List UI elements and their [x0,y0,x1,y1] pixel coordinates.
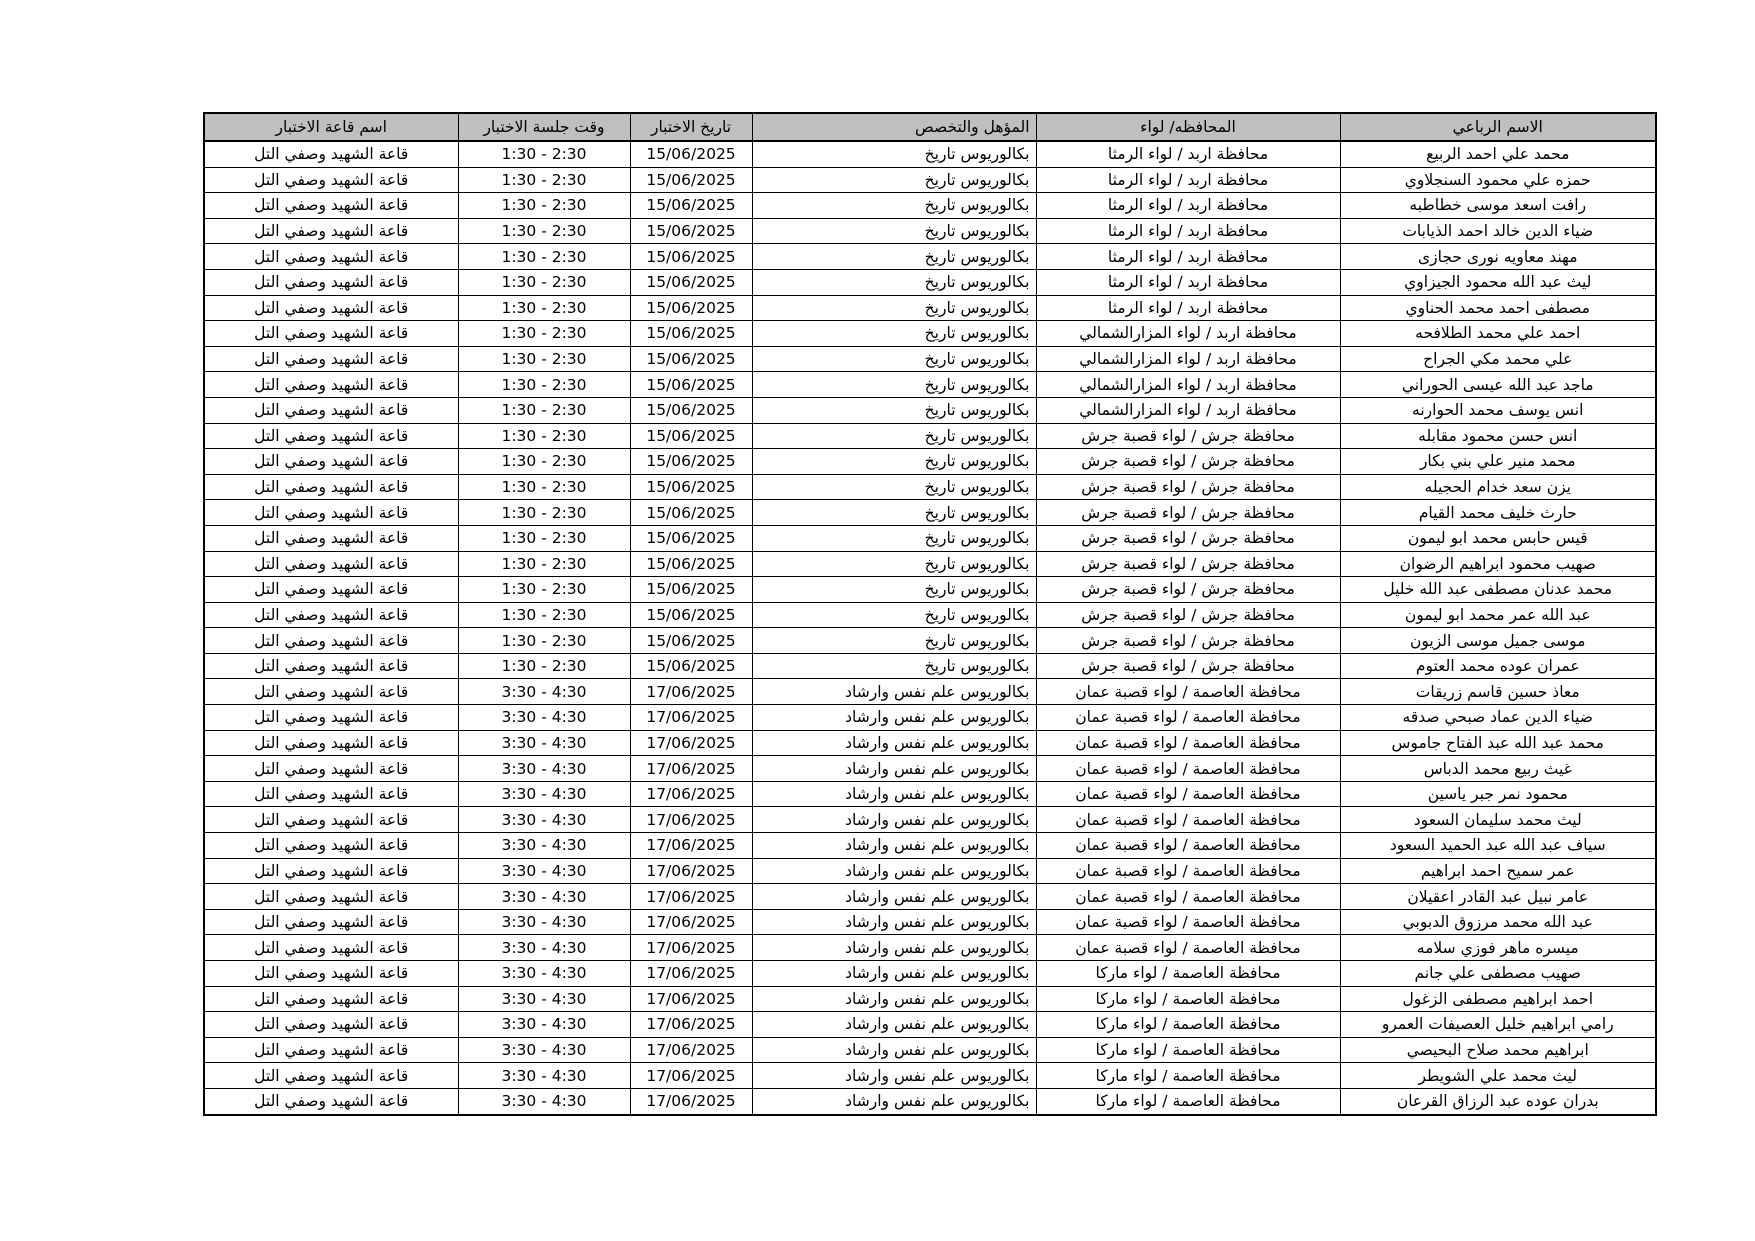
cell-date: 17/06/2025 [630,807,752,833]
cell-governorate: محافظة العاصمة / لواء قصبة عمان [1036,730,1340,756]
cell-governorate: محافظة اربد / لواء الرمثا [1036,193,1340,219]
cell-qualification: بكالوريوس تاريخ [752,244,1036,270]
cell-date: 15/06/2025 [630,602,752,628]
cell-hall: قاعة الشهيد وصفي التل [204,602,458,628]
cell-date: 15/06/2025 [630,449,752,475]
cell-governorate: محافظة العاصمة / لواء ماركا [1036,1012,1340,1038]
cell-time: 3:30 - 4:30 [458,858,630,884]
cell-name: حمزه علي محمود السنجلاوي [1340,167,1656,193]
table-row [204,935,1656,961]
cell-time: 1:30 - 2:30 [458,167,630,193]
cell-qualification: بكالوريوس تاريخ [752,653,1036,679]
table-row [204,577,1656,603]
cell-qualification: بكالوريوس تاريخ [752,193,1036,219]
cell-time: 3:30 - 4:30 [458,961,630,987]
cell-date: 15/06/2025 [630,269,752,295]
cell-time: 1:30 - 2:30 [458,397,630,423]
cell-qualification: بكالوريوس علم نفس وارشاد [752,705,1036,731]
cell-date: 15/06/2025 [630,141,752,167]
cell-hall: قاعة الشهيد وصفي التل [204,525,458,551]
cell-qualification: بكالوريوس علم نفس وارشاد [752,679,1036,705]
cell-hall: قاعة الشهيد وصفي التل [204,986,458,1012]
cell-hall: قاعة الشهيد وصفي التل [204,474,458,500]
cell-name: احمد ابراهيم مصطفى الزغول [1340,986,1656,1012]
table-row [204,423,1656,449]
table-row [204,244,1656,270]
cell-governorate: محافظة العاصمة / لواء قصبة عمان [1036,935,1340,961]
cell-name: موسى جميل موسى الزيون [1340,628,1656,654]
header-hall: اسم قاعة الاختبار [204,113,458,141]
cell-governorate: محافظة جرش / لواء قصبة جرش [1036,500,1340,526]
cell-time: 1:30 - 2:30 [458,602,630,628]
cell-qualification: بكالوريوس علم نفس وارشاد [752,961,1036,987]
cell-time: 1:30 - 2:30 [458,346,630,372]
cell-time: 3:30 - 4:30 [458,884,630,910]
cell-name: سياف عبد الله عبد الحميد السعود [1340,833,1656,859]
cell-date: 17/06/2025 [630,1037,752,1063]
cell-name: عبد الله محمد مرزوق الدبوبي [1340,909,1656,935]
cell-time: 1:30 - 2:30 [458,653,630,679]
cell-time: 3:30 - 4:30 [458,1012,630,1038]
cell-name: عبد الله عمر محمد ابو ليمون [1340,602,1656,628]
cell-name: يزن سعد خدام الحجيله [1340,474,1656,500]
cell-hall: قاعة الشهيد وصفي التل [204,295,458,321]
cell-time: 3:30 - 4:30 [458,705,630,731]
header-time: وقت جلسة الاختبار [458,113,630,141]
cell-date: 15/06/2025 [630,346,752,372]
cell-qualification: بكالوريوس تاريخ [752,525,1036,551]
cell-qualification: بكالوريوس تاريخ [752,372,1036,398]
cell-qualification: بكالوريوس تاريخ [752,577,1036,603]
cell-governorate: محافظة العاصمة / لواء ماركا [1036,1063,1340,1089]
cell-hall: قاعة الشهيد وصفي التل [204,628,458,654]
table-row [204,449,1656,475]
cell-name: قيس حابس محمد ابو ليمون [1340,525,1656,551]
cell-date: 15/06/2025 [630,193,752,219]
cell-date: 15/06/2025 [630,397,752,423]
cell-name: ابراهيم محمد صلاح البحيصي [1340,1037,1656,1063]
cell-name: محمد عدنان مصطفى عبد الله خليل [1340,577,1656,603]
cell-time: 1:30 - 2:30 [458,577,630,603]
cell-hall: قاعة الشهيد وصفي التل [204,807,458,833]
cell-date: 17/06/2025 [630,1088,752,1114]
cell-name: ماجد عبد الله عيسى الحوراني [1340,372,1656,398]
cell-time: 3:30 - 4:30 [458,781,630,807]
cell-hall: قاعة الشهيد وصفي التل [204,423,458,449]
cell-name: ضياء الدين خالد احمد الذيابات [1340,218,1656,244]
cell-name: عمران عوده محمد العتوم [1340,653,1656,679]
cell-qualification: بكالوريوس علم نفس وارشاد [752,781,1036,807]
cell-date: 17/06/2025 [630,858,752,884]
cell-qualification: بكالوريوس علم نفس وارشاد [752,730,1036,756]
cell-governorate: محافظة جرش / لواء قصبة جرش [1036,474,1340,500]
cell-name: رافت اسعد موسى خطاطبه [1340,193,1656,219]
cell-name: محمود نمر جبر ياسين [1340,781,1656,807]
table-header-row [204,113,1656,141]
cell-name: رامي ابراهيم خليل العصيفات العمرو [1340,1012,1656,1038]
cell-time: 1:30 - 2:30 [458,500,630,526]
cell-time: 3:30 - 4:30 [458,1037,630,1063]
cell-qualification: بكالوريوس تاريخ [752,602,1036,628]
cell-date: 17/06/2025 [630,679,752,705]
cell-time: 1:30 - 2:30 [458,269,630,295]
cell-name: ليث محمد سليمان السعود [1340,807,1656,833]
cell-time: 3:30 - 4:30 [458,833,630,859]
cell-date: 15/06/2025 [630,551,752,577]
cell-qualification: بكالوريوس تاريخ [752,141,1036,167]
cell-name: انس يوسف محمد الحوارنه [1340,397,1656,423]
cell-name: محمد علي احمد الربيع [1340,141,1656,167]
table-row [204,269,1656,295]
cell-time: 1:30 - 2:30 [458,449,630,475]
cell-time: 3:30 - 4:30 [458,986,630,1012]
cell-qualification: بكالوريوس علم نفس وارشاد [752,807,1036,833]
cell-name: حارث خليف محمد القيام [1340,500,1656,526]
cell-governorate: محافظة جرش / لواء قصبة جرش [1036,525,1340,551]
cell-hall: قاعة الشهيد وصفي التل [204,1063,458,1089]
cell-date: 15/06/2025 [630,244,752,270]
cell-qualification: بكالوريوس تاريخ [752,321,1036,347]
cell-date: 15/06/2025 [630,474,752,500]
table-row [204,397,1656,423]
cell-name: محمد عبد الله عبد الفتاح جاموس [1340,730,1656,756]
cell-governorate: محافظة العاصمة / لواء قصبة عمان [1036,705,1340,731]
header-name: الاسم الرباعي [1340,113,1656,141]
table-row [204,525,1656,551]
cell-date: 15/06/2025 [630,577,752,603]
cell-hall: قاعة الشهيد وصفي التل [204,730,458,756]
table-row [204,1037,1656,1063]
cell-date: 15/06/2025 [630,423,752,449]
cell-qualification: بكالوريوس تاريخ [752,295,1036,321]
table-row [204,628,1656,654]
cell-hall: قاعة الشهيد وصفي التل [204,167,458,193]
cell-hall: قاعة الشهيد وصفي التل [204,935,458,961]
table-row [204,756,1656,782]
cell-time: 1:30 - 2:30 [458,141,630,167]
cell-governorate: محافظة العاصمة / لواء ماركا [1036,1088,1340,1114]
cell-governorate: محافظة جرش / لواء قصبة جرش [1036,602,1340,628]
cell-qualification: بكالوريوس تاريخ [752,423,1036,449]
cell-governorate: محافظة اربد / لواء المزارالشمالي [1036,372,1340,398]
cell-governorate: محافظة اربد / لواء الرمثا [1036,244,1340,270]
cell-governorate: محافظة اربد / لواء الرمثا [1036,295,1340,321]
cell-hall: قاعة الشهيد وصفي التل [204,909,458,935]
table-row [204,167,1656,193]
exam-schedule-sheet [203,112,1655,1116]
cell-date: 15/06/2025 [630,167,752,193]
cell-name: عامر نبيل عبد القادر اعقيلان [1340,884,1656,910]
cell-time: 1:30 - 2:30 [458,244,630,270]
cell-qualification: بكالوريوس علم نفس وارشاد [752,1088,1036,1114]
cell-time: 3:30 - 4:30 [458,1063,630,1089]
cell-governorate: محافظة اربد / لواء الرمثا [1036,141,1340,167]
cell-name: علي محمد مكي الجراح [1340,346,1656,372]
cell-hall: قاعة الشهيد وصفي التل [204,1088,458,1114]
header-qualification: المؤهل والتخصص [752,113,1036,141]
cell-name: محمد منير علي بني بكار [1340,449,1656,475]
cell-hall: قاعة الشهيد وصفي التل [204,961,458,987]
cell-name: بدران عوده عبد الرزاق القرعان [1340,1088,1656,1114]
cell-hall: قاعة الشهيد وصفي التل [204,679,458,705]
cell-date: 17/06/2025 [630,1012,752,1038]
cell-qualification: بكالوريوس علم نفس وارشاد [752,1063,1036,1089]
cell-date: 17/06/2025 [630,756,752,782]
header-date: تاريخ الاختبار [630,113,752,141]
table-row [204,218,1656,244]
cell-hall: قاعة الشهيد وصفي التل [204,653,458,679]
cell-governorate: محافظة العاصمة / لواء قصبة عمان [1036,679,1340,705]
cell-qualification: بكالوريوس تاريخ [752,628,1036,654]
cell-time: 3:30 - 4:30 [458,730,630,756]
cell-qualification: بكالوريوس تاريخ [752,346,1036,372]
cell-name: ضياء الدين عماد صبحي صدقه [1340,705,1656,731]
cell-qualification: بكالوريوس علم نفس وارشاد [752,756,1036,782]
table-row [204,833,1656,859]
cell-qualification: بكالوريوس علم نفس وارشاد [752,986,1036,1012]
cell-date: 15/06/2025 [630,321,752,347]
table-row [204,321,1656,347]
cell-date: 15/06/2025 [630,628,752,654]
cell-qualification: بكالوريوس تاريخ [752,500,1036,526]
cell-hall: قاعة الشهيد وصفي التل [204,577,458,603]
table-row [204,807,1656,833]
cell-date: 15/06/2025 [630,295,752,321]
cell-time: 3:30 - 4:30 [458,1088,630,1114]
cell-governorate: محافظة جرش / لواء قصبة جرش [1036,423,1340,449]
table-row [204,141,1656,167]
cell-time: 3:30 - 4:30 [458,679,630,705]
cell-date: 15/06/2025 [630,372,752,398]
cell-name: معاذ حسين قاسم زريقات [1340,679,1656,705]
cell-qualification: بكالوريوس علم نفس وارشاد [752,935,1036,961]
cell-date: 15/06/2025 [630,500,752,526]
cell-governorate: محافظة العاصمة / لواء قصبة عمان [1036,807,1340,833]
table-row [204,551,1656,577]
cell-governorate: محافظة جرش / لواء قصبة جرش [1036,577,1340,603]
cell-hall: قاعة الشهيد وصفي التل [204,500,458,526]
cell-name: ميسره ماهر فوزي سلامه [1340,935,1656,961]
cell-date: 15/06/2025 [630,525,752,551]
cell-hall: قاعة الشهيد وصفي التل [204,397,458,423]
cell-time: 3:30 - 4:30 [458,909,630,935]
exam-schedule-table [203,112,1657,1116]
table-row [204,653,1656,679]
cell-time: 1:30 - 2:30 [458,474,630,500]
cell-hall: قاعة الشهيد وصفي التل [204,833,458,859]
cell-date: 17/06/2025 [630,935,752,961]
cell-hall: قاعة الشهيد وصفي التل [204,1037,458,1063]
cell-qualification: بكالوريوس تاريخ [752,474,1036,500]
cell-time: 1:30 - 2:30 [458,218,630,244]
cell-hall: قاعة الشهيد وصفي التل [204,858,458,884]
table-row [204,705,1656,731]
cell-governorate: محافظة العاصمة / لواء قصبة عمان [1036,858,1340,884]
cell-hall: قاعة الشهيد وصفي التل [204,551,458,577]
cell-governorate: محافظة اربد / لواء المزارالشمالي [1036,346,1340,372]
cell-date: 17/06/2025 [630,781,752,807]
cell-governorate: محافظة العاصمة / لواء ماركا [1036,961,1340,987]
table-row [204,1063,1656,1089]
cell-qualification: بكالوريوس تاريخ [752,397,1036,423]
cell-governorate: محافظة جرش / لواء قصبة جرش [1036,653,1340,679]
table-row [204,884,1656,910]
cell-hall: قاعة الشهيد وصفي التل [204,193,458,219]
cell-hall: قاعة الشهيد وصفي التل [204,1012,458,1038]
cell-governorate: محافظة العاصمة / لواء قصبة عمان [1036,884,1340,910]
cell-qualification: بكالوريوس علم نفس وارشاد [752,1037,1036,1063]
table-row [204,858,1656,884]
cell-name: ليث عبد الله محمود الجيزاوي [1340,269,1656,295]
cell-qualification: بكالوريوس تاريخ [752,449,1036,475]
cell-name: انس حسن محمود مقابله [1340,423,1656,449]
cell-date: 17/06/2025 [630,705,752,731]
table-body [204,141,1656,1115]
cell-hall: قاعة الشهيد وصفي التل [204,756,458,782]
cell-governorate: محافظة جرش / لواء قصبة جرش [1036,628,1340,654]
table-row [204,193,1656,219]
table-row [204,1012,1656,1038]
cell-date: 17/06/2025 [630,961,752,987]
cell-time: 1:30 - 2:30 [458,423,630,449]
cell-governorate: محافظة العاصمة / لواء ماركا [1036,1037,1340,1063]
cell-qualification: بكالوريوس تاريخ [752,269,1036,295]
cell-governorate: محافظة العاصمة / لواء قصبة عمان [1036,909,1340,935]
cell-hall: قاعة الشهيد وصفي التل [204,781,458,807]
cell-governorate: محافظة اربد / لواء المزارالشمالي [1036,397,1340,423]
cell-date: 17/06/2025 [630,986,752,1012]
table-row [204,730,1656,756]
cell-time: 1:30 - 2:30 [458,525,630,551]
cell-time: 1:30 - 2:30 [458,295,630,321]
cell-time: 1:30 - 2:30 [458,193,630,219]
header-governorate: المحافظه/ لواء [1036,113,1340,141]
cell-date: 17/06/2025 [630,730,752,756]
cell-governorate: محافظة اربد / لواء المزارالشمالي [1036,321,1340,347]
cell-hall: قاعة الشهيد وصفي التل [204,321,458,347]
cell-date: 17/06/2025 [630,833,752,859]
table-row [204,961,1656,987]
cell-qualification: بكالوريوس علم نفس وارشاد [752,833,1036,859]
cell-name: ليث محمد علي الشويطر [1340,1063,1656,1089]
cell-time: 3:30 - 4:30 [458,935,630,961]
cell-qualification: بكالوريوس علم نفس وارشاد [752,884,1036,910]
cell-governorate: محافظة العاصمة / لواء ماركا [1036,986,1340,1012]
cell-qualification: بكالوريوس تاريخ [752,218,1036,244]
cell-name: صهيب مصطفى علي جانم [1340,961,1656,987]
cell-time: 1:30 - 2:30 [458,628,630,654]
cell-name: مصطفى احمد محمد الحناوي [1340,295,1656,321]
cell-qualification: بكالوريوس تاريخ [752,167,1036,193]
cell-qualification: بكالوريوس علم نفس وارشاد [752,1012,1036,1038]
table-row [204,295,1656,321]
cell-qualification: بكالوريوس تاريخ [752,551,1036,577]
cell-hall: قاعة الشهيد وصفي التل [204,269,458,295]
cell-governorate: محافظة جرش / لواء قصبة جرش [1036,551,1340,577]
cell-hall: قاعة الشهيد وصفي التل [204,372,458,398]
cell-hall: قاعة الشهيد وصفي التل [204,884,458,910]
cell-governorate: محافظة العاصمة / لواء قصبة عمان [1036,781,1340,807]
cell-time: 1:30 - 2:30 [458,372,630,398]
cell-hall: قاعة الشهيد وصفي التل [204,705,458,731]
table-row [204,781,1656,807]
cell-governorate: محافظة العاصمة / لواء قصبة عمان [1036,833,1340,859]
cell-hall: قاعة الشهيد وصفي التل [204,346,458,372]
table-row [204,602,1656,628]
cell-governorate: محافظة اربد / لواء الرمثا [1036,269,1340,295]
table-row [204,986,1656,1012]
table-row [204,679,1656,705]
cell-date: 15/06/2025 [630,218,752,244]
cell-qualification: بكالوريوس علم نفس وارشاد [752,858,1036,884]
cell-date: 17/06/2025 [630,1063,752,1089]
cell-name: عمر سميح احمد ابراهيم [1340,858,1656,884]
table-row [204,372,1656,398]
cell-time: 3:30 - 4:30 [458,756,630,782]
cell-hall: قاعة الشهيد وصفي التل [204,244,458,270]
table-row [204,909,1656,935]
cell-governorate: محافظة العاصمة / لواء قصبة عمان [1036,756,1340,782]
table-row [204,1088,1656,1114]
cell-name: غيث ربيع محمد الدباس [1340,756,1656,782]
cell-hall: قاعة الشهيد وصفي التل [204,449,458,475]
cell-qualification: بكالوريوس علم نفس وارشاد [752,909,1036,935]
cell-hall: قاعة الشهيد وصفي التل [204,141,458,167]
cell-hall: قاعة الشهيد وصفي التل [204,218,458,244]
table-row [204,474,1656,500]
cell-time: 3:30 - 4:30 [458,807,630,833]
table-row [204,500,1656,526]
cell-time: 1:30 - 2:30 [458,321,630,347]
cell-time: 1:30 - 2:30 [458,551,630,577]
cell-name: احمد علي محمد الطلافحه [1340,321,1656,347]
cell-date: 17/06/2025 [630,884,752,910]
cell-governorate: محافظة اربد / لواء الرمثا [1036,218,1340,244]
table-row [204,346,1656,372]
cell-date: 15/06/2025 [630,653,752,679]
cell-date: 17/06/2025 [630,909,752,935]
cell-name: صهيب محمود ابراهيم الرضوان [1340,551,1656,577]
cell-name: مهند معاويه نورى حجازى [1340,244,1656,270]
cell-governorate: محافظة اربد / لواء الرمثا [1036,167,1340,193]
cell-governorate: محافظة جرش / لواء قصبة جرش [1036,449,1340,475]
